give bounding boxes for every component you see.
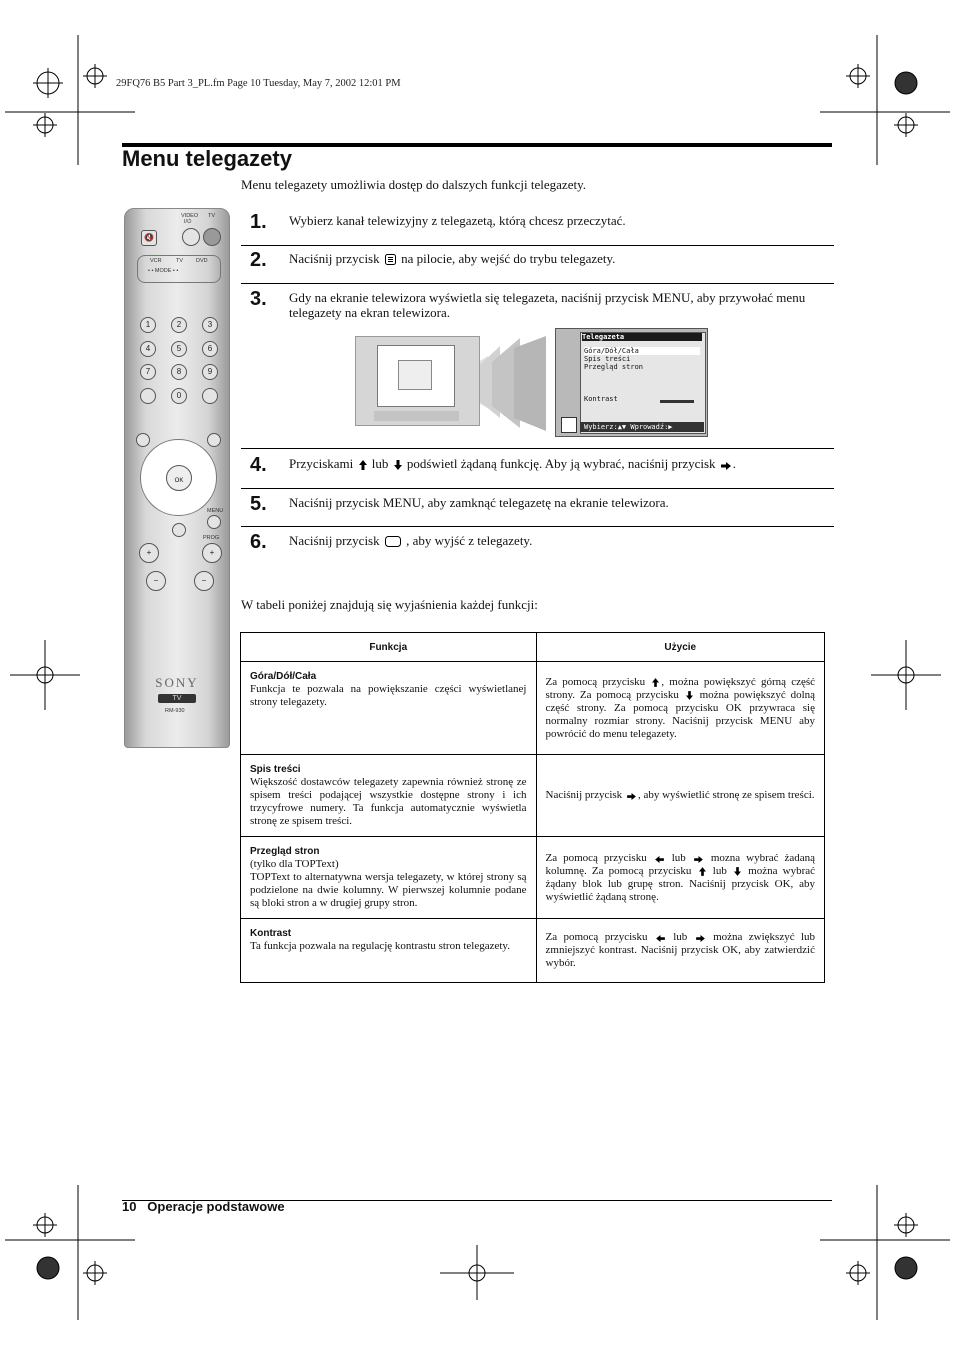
- program-down-button: −: [194, 571, 214, 591]
- step-number: 6.: [250, 531, 267, 553]
- contrast-slider: [660, 400, 694, 403]
- navigation-pad: [140, 439, 217, 516]
- digit-2: 2: [171, 317, 187, 333]
- step-number: 3.: [250, 288, 267, 310]
- volume-up-button: +: [139, 543, 159, 563]
- usage-text: lub: [712, 864, 727, 877]
- usage-cell: [536, 755, 825, 837]
- function-name: Góra/Dół/Cała: [250, 671, 317, 682]
- step-text-pre: Przyciskami: [289, 456, 354, 471]
- column-header: Funkcja: [241, 633, 537, 662]
- usage-cell: [536, 837, 825, 919]
- function-subtitle: (tylko dla TOPText): [250, 858, 339, 870]
- function-name: Spis treści: [250, 764, 301, 775]
- step-text-mid: lub: [371, 456, 389, 471]
- step-divider: [241, 488, 834, 489]
- step-divider: [241, 283, 834, 284]
- osd-item-selected: Góra/Dół/Cała: [584, 347, 700, 355]
- arrow-up-icon: [652, 678, 659, 687]
- tv-stand: [374, 411, 459, 421]
- osd-item: Kontrast: [584, 395, 618, 403]
- mode-tv-label: TV: [176, 258, 184, 264]
- usage-text: , aby wyświetlić stronę ze spisem treści.: [637, 789, 815, 801]
- arrow-down-icon: [394, 460, 402, 470]
- step-number: 1.: [250, 211, 267, 233]
- menu-button: [207, 515, 221, 529]
- digit-9: 9: [202, 364, 218, 380]
- step-text-pre: Naciśnij przycisk: [289, 533, 380, 548]
- table-row: [241, 919, 825, 983]
- osd-title: Telegazeta: [582, 333, 702, 341]
- video-power-button: [182, 228, 200, 246]
- step-text: [289, 251, 829, 266]
- usage-text: lub: [673, 931, 688, 943]
- step-text-mid: podświetl żądaną funkcję. Aby ją wybrać, naciśnij przycisk: [406, 456, 716, 471]
- ok-button: OK: [166, 465, 192, 491]
- program-up-button: +: [202, 543, 222, 563]
- digit-1: 1: [140, 317, 156, 333]
- step-divider: [241, 526, 834, 527]
- osd-item: Spis treści: [584, 355, 631, 363]
- mode-dvd-label: DVD: [196, 258, 208, 264]
- digit-0: 0: [171, 388, 187, 404]
- teletext-icon: [561, 417, 577, 433]
- arrow-down-icon: [734, 867, 741, 876]
- step-number: 4.: [250, 454, 267, 476]
- usage-text: Za pomocą przycisku: [545, 675, 646, 688]
- teletext-icon: [385, 254, 396, 265]
- remote-label-power: I/⏻: [184, 219, 192, 225]
- tv-power-button: [203, 228, 221, 246]
- table-row: [241, 755, 825, 837]
- function-name: Przegląd stron: [250, 846, 320, 857]
- guide-button: [172, 523, 186, 537]
- remote-control-image: [124, 208, 230, 748]
- column-header: Użycie: [536, 633, 825, 662]
- digit-6: 6: [202, 341, 218, 357]
- menu-label: MENU: [207, 508, 224, 514]
- usage-text: można powiększyć dolną część strony. Za pomocą przycisku OK przywraca się normalny rozmiar strony. Naciśnij przycisk MENU aby powrócić do menu telegazety.: [545, 688, 816, 740]
- teletext-menu-screenshot: [555, 328, 708, 437]
- osd-footer: Wybierz:▲▼ Wprowadź:▶: [580, 422, 704, 432]
- function-cell: [241, 837, 537, 919]
- table-intro: W tabeli poniżej znajdują się wyjaśnienia każdej funkcji:: [241, 597, 538, 612]
- step-divider: [241, 245, 834, 246]
- step-text-post: , aby wyjść z telegazety.: [406, 533, 533, 548]
- usage-cell: [536, 919, 825, 983]
- mode-selector: [137, 255, 221, 283]
- remote-brand-logo: SONY: [155, 675, 199, 690]
- step-text: Naciśnij przycisk MENU, aby zamknąć telegazetę na ekranie telewizora.: [289, 495, 669, 510]
- step-number: 2.: [250, 249, 267, 271]
- digit-3: 3: [202, 317, 218, 333]
- function-cell: [241, 755, 537, 837]
- digit-4: 4: [140, 341, 156, 357]
- arrow-right-icon: [696, 935, 705, 942]
- mode-label: • • MODE • •: [148, 268, 179, 274]
- function-table: [240, 632, 825, 983]
- file-header-note: 29FQ76 B5 Part 3_PL.fm Page 10 Tuesday, May 7, 2002 12:01 PM: [116, 78, 401, 89]
- step-text: [289, 456, 829, 471]
- step-text-post: na pilocie, aby wejść do trybu telegazety.: [401, 251, 616, 266]
- usage-text: , można powiększyć górną część strony. Za pomocą przycisku: [545, 675, 816, 701]
- step-text: [289, 533, 829, 548]
- arrow-right-icon: [627, 793, 636, 800]
- table-row: [241, 662, 825, 755]
- step-text: Wybierz kanał telewizyjny z telegazetą, którą chcesz przeczytać.: [289, 213, 626, 228]
- page-footer: 10 Operacje podstawowe: [122, 1199, 285, 1214]
- remote-tv-badge: TV: [158, 694, 196, 703]
- usage-cell: [536, 662, 825, 755]
- digit-7: 7: [140, 364, 156, 380]
- osd-item: Przegląd stron: [584, 363, 644, 371]
- tv-screen: [377, 345, 455, 407]
- step-text-post: .: [732, 456, 737, 471]
- table-row: [241, 837, 825, 919]
- arrow-right-icon: [694, 856, 703, 863]
- arrow-right-icon: [721, 462, 731, 470]
- step-divider: [241, 448, 834, 449]
- teletext-button: [207, 433, 221, 447]
- remote-label-video: VIDEO: [181, 213, 199, 219]
- step-text: Gdy na ekranie telewizora wyświetla się telegazeta, naciśnij przycisk MENU, aby przywołać menu telegazety na ekran telewizora.: [289, 290, 806, 320]
- tv-set-image: [355, 336, 480, 426]
- function-description: TOPText to alternatywna wersja telegazety, w której strony są podzielone na dwie kolumny. W pierwszej kolumnie podane są bloki stron a w drugiej grupy stron.: [250, 871, 527, 909]
- remote-label-tv: TV: [208, 213, 216, 219]
- intro-text: Menu telegazety umożliwia dostęp do dalszych funkcji telegazety.: [241, 177, 586, 192]
- function-description: Większość dostawców telegazety zapewnia również stronę ze spisem treści podającej wszystkie dostępne strony i ich trzycyfrowe numery. Ta funkcja automatycznie wyświetla stronę ze spisem treści.: [250, 776, 527, 827]
- usage-text: można wybrać żądany blok lub grupę stron. Naciśnij przycisk OK, aby wyświetlić żądaną stronę.: [545, 864, 816, 903]
- info-button: [140, 388, 156, 404]
- volume-down-button: −: [146, 571, 166, 591]
- arrow-left-icon: [656, 935, 665, 942]
- prog-label: PROG: [203, 535, 220, 541]
- step-text-pre: Naciśnij przycisk: [289, 251, 380, 266]
- arrow-down-icon: [686, 691, 693, 700]
- mode-vcr-label: VCR: [150, 258, 162, 264]
- function-name: Kontrast: [250, 928, 292, 939]
- arrow-left-icon: [655, 856, 664, 863]
- function-cell: [241, 662, 537, 755]
- arrow-up-icon: [359, 460, 367, 470]
- function-cell: [241, 919, 537, 983]
- usage-text: Za pomocą przycisku: [545, 931, 648, 943]
- digit-8: 8: [171, 364, 187, 380]
- tv-icon: [385, 536, 401, 547]
- arrow-up-icon: [699, 867, 706, 876]
- usage-text: Za pomocą przycisku: [545, 851, 647, 864]
- table-header-row: [241, 633, 825, 662]
- function-description: Ta funkcja pozwala na regulację kontrastu stron telegazety.: [250, 940, 510, 952]
- page-title: Menu telegazety: [122, 146, 292, 171]
- usage-text: Naciśnij przycisk: [545, 789, 623, 801]
- remote-model: RM-930: [165, 708, 185, 714]
- digit-5: 5: [171, 341, 187, 357]
- function-description: Funkcja te pozwala na powiększanie części wyświetlanej strony telegazety.: [250, 683, 527, 708]
- usage-text: mozna wybrać żadaną kolumnę. Za pomocą przycisku: [545, 851, 816, 877]
- usage-text: można zwiększyć lub zmniejszyć kontrast. Naciśnij przycisk OK, aby zatwierdzić wybór.: [545, 931, 816, 969]
- return-button: [202, 388, 218, 404]
- tv-mode-button: [136, 433, 150, 447]
- step-number: 5.: [250, 493, 267, 515]
- mute-button: 🔇: [141, 230, 157, 246]
- tv-menu-thumbnail: [398, 360, 432, 390]
- usage-text: lub: [671, 851, 686, 864]
